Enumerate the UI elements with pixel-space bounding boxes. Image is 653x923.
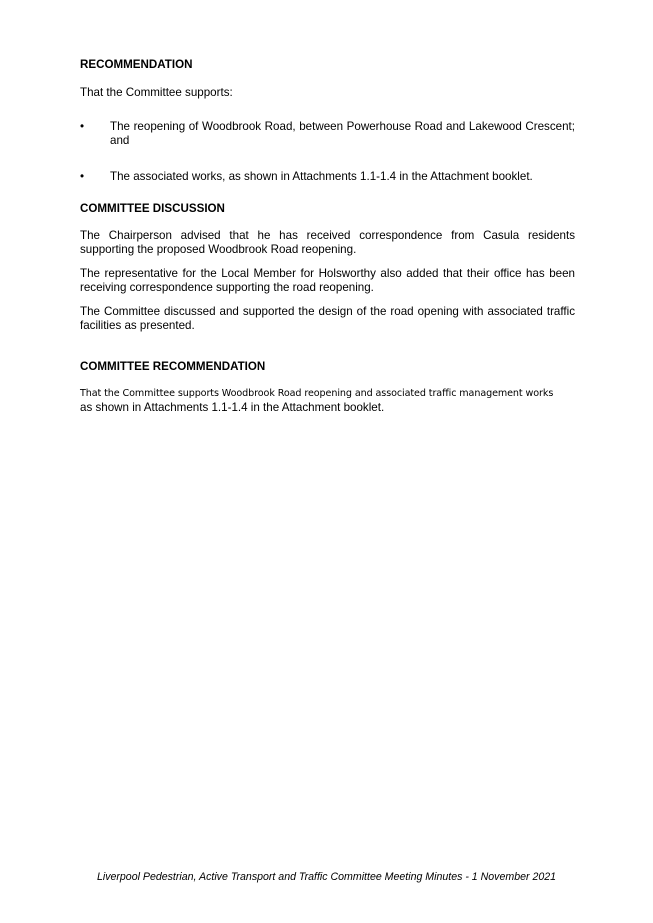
recommendation-list xyxy=(80,120,575,184)
list-item xyxy=(80,170,575,184)
discussion-paragraph: The Committee discussed and supported the design of the road opening with associated traffic facilities as presented. xyxy=(80,305,575,332)
list-item-text: The reopening of Woodbrook Road, between Powerhouse Road and Lakewood Crescent; and xyxy=(110,120,575,147)
page-footer: Liverpool Pedestrian, Active Transport and Traffic Committee Meeting Minutes - 1 November 2021 xyxy=(96,871,557,883)
committee-recommendation-heading: COMMITTEE RECOMMENDATION xyxy=(80,360,266,373)
committee-recommendation-line-1: That the Committee supports Woodbrook Road reopening and associated traffic management works xyxy=(80,388,554,399)
committee-recommendation-line-2: as shown in Attachments 1.1-1.4 in the Attachment booklet. xyxy=(80,401,385,414)
discussion-paragraph: The Chairperson advised that he has received correspondence from Casula residents supporting the proposed Woodbrook Road reopening. xyxy=(80,229,575,256)
page-content xyxy=(80,58,575,415)
recommendation-intro: That the Committee supports: xyxy=(80,86,233,99)
discussion-heading: COMMITTEE DISCUSSION xyxy=(80,202,225,215)
bullet-icon: • xyxy=(80,170,85,183)
discussion-paragraph: The representative for the Local Member for Holsworthy also added that their office has been receiving correspondence supporting the road reopening. xyxy=(80,267,575,294)
bullet-icon: • xyxy=(80,120,85,133)
recommendation-heading: RECOMMENDATION xyxy=(80,58,193,71)
list-item-text: The associated works, as shown in Attachments 1.1-1.4 in the Attachment booklet. xyxy=(110,170,533,183)
list-item xyxy=(80,120,575,148)
